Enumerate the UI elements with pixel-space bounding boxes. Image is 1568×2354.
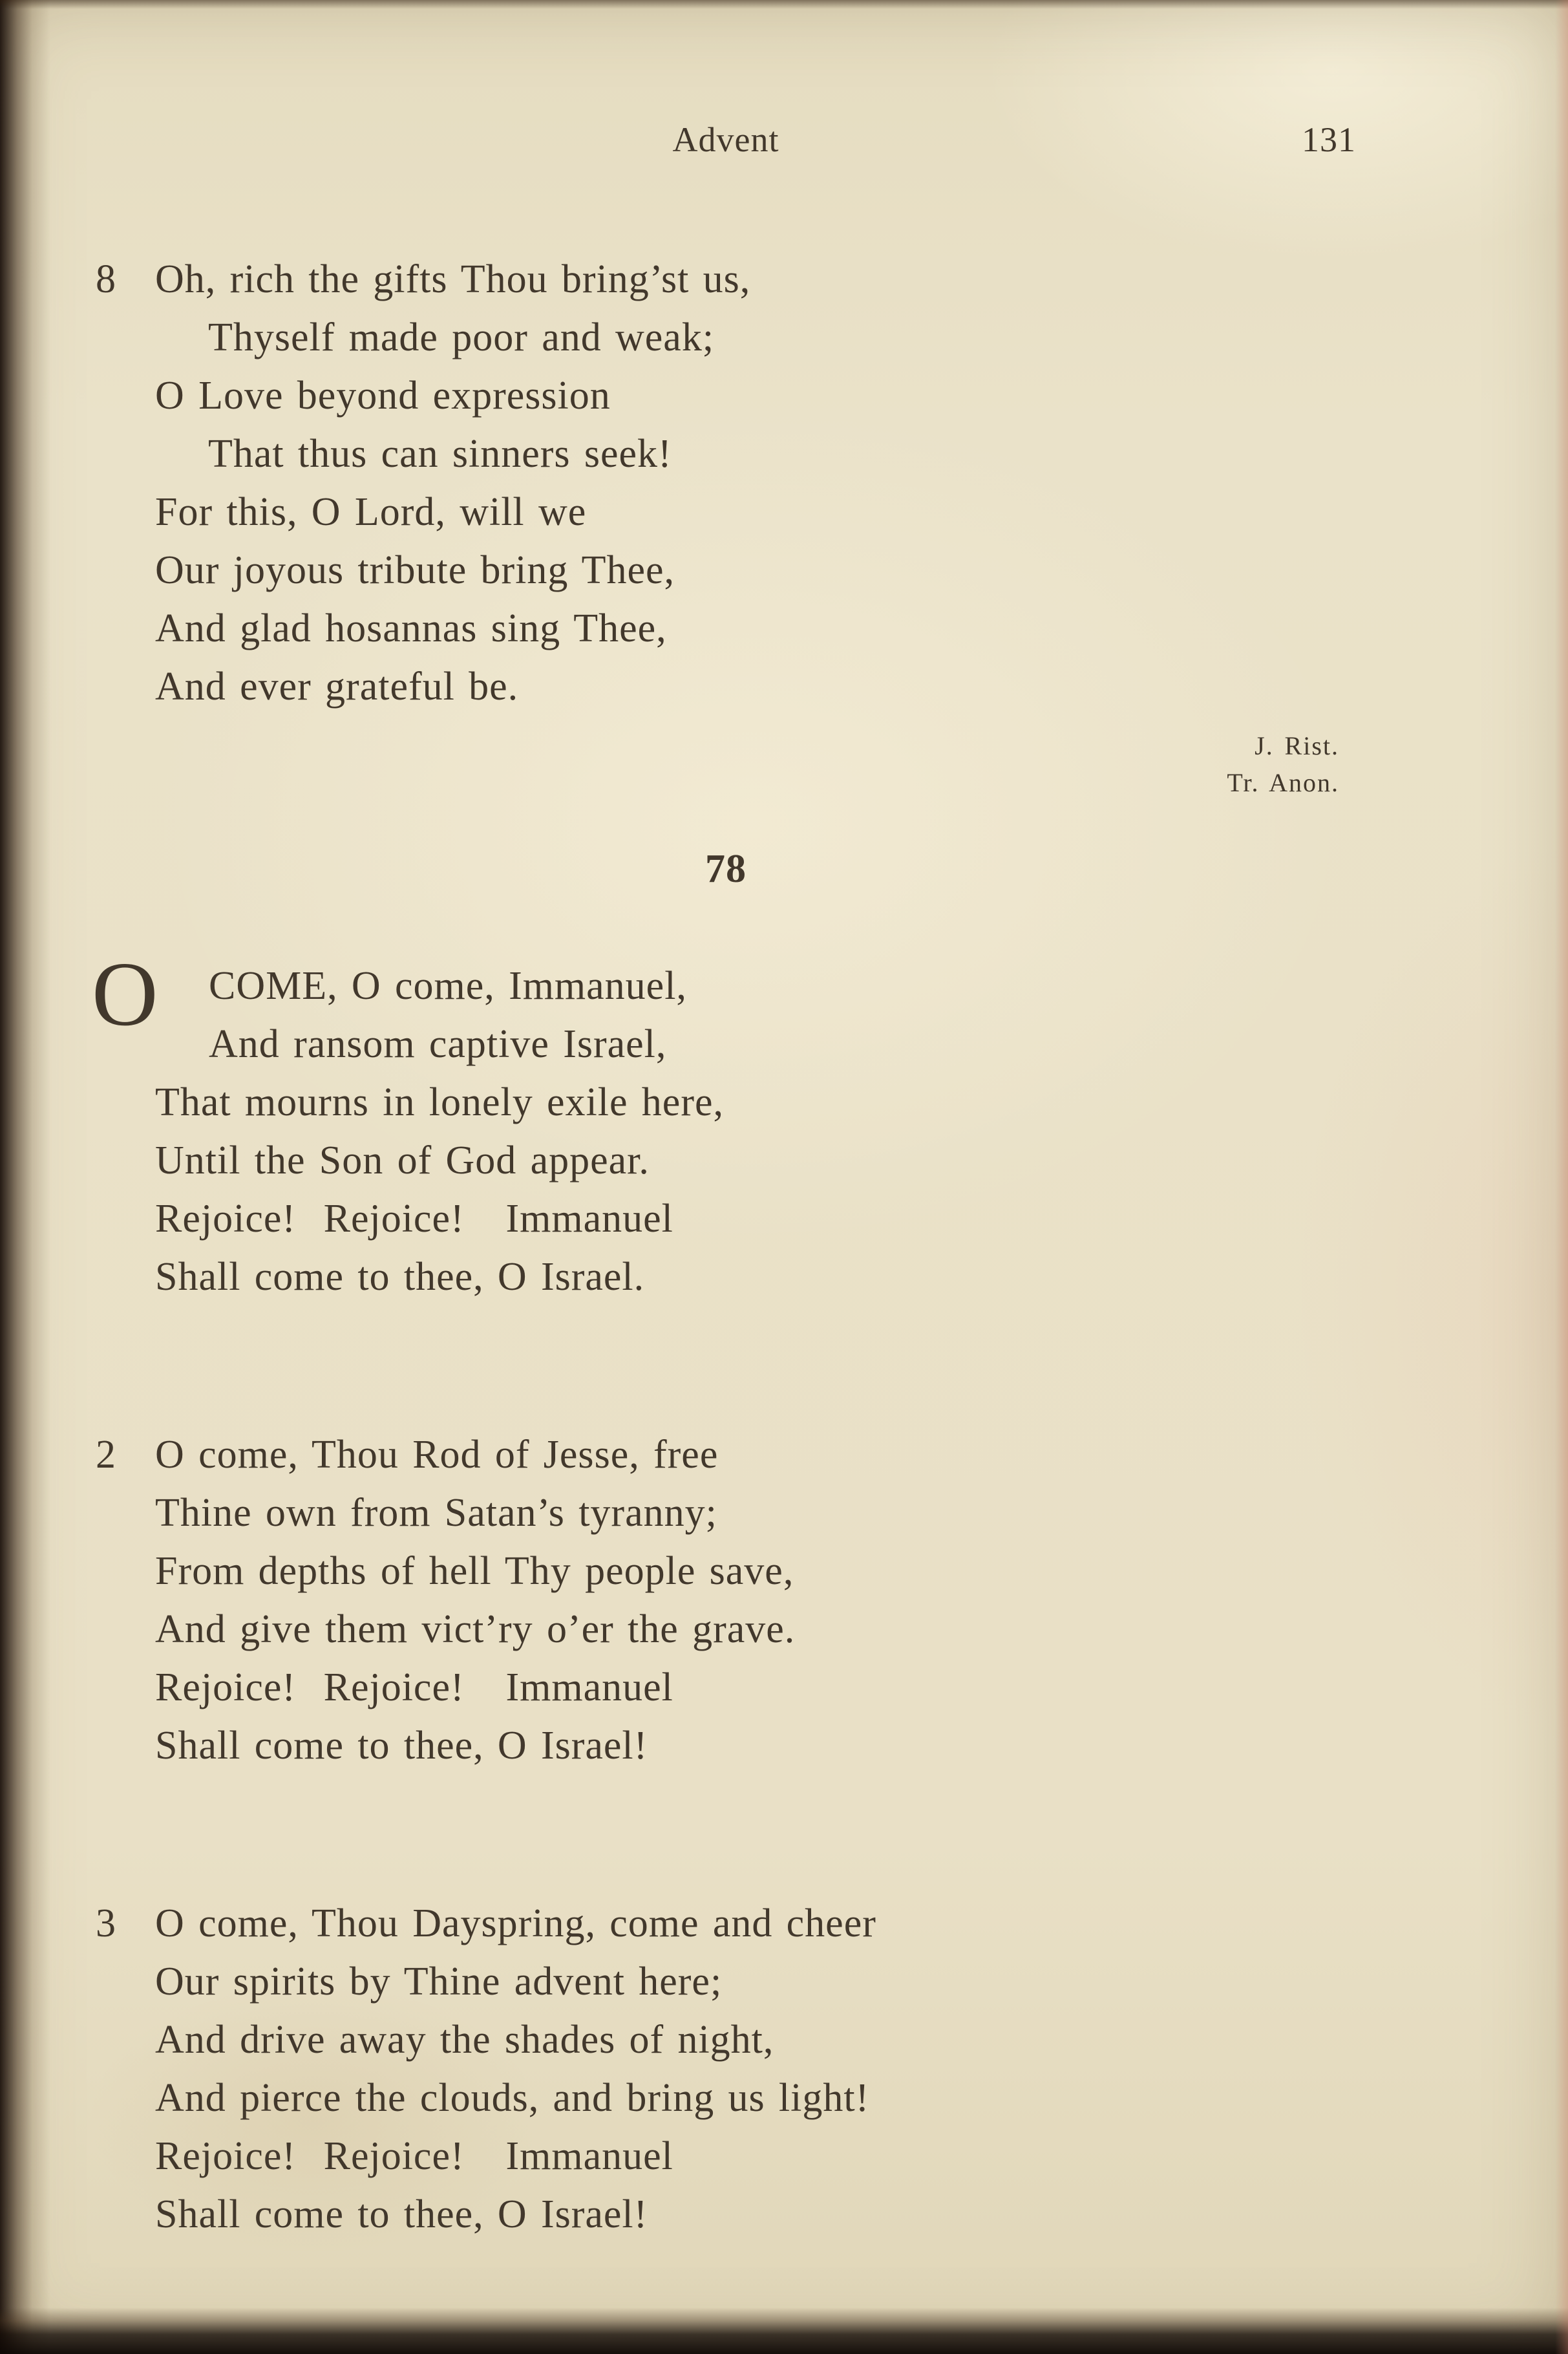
verse-line: Until the Son of God appear. [155,1139,650,1182]
verse-line: Our joyous tribute bring Thee, [155,548,675,592]
verse-line: O come, Thou Dayspring, come and cheer [155,1901,876,1945]
verse-number: 3 [96,1901,116,1945]
verse-number: 8 [96,257,116,301]
verse-line: And ever grateful be. [155,665,519,709]
verse-lines [96,957,1356,1306]
verse-line: Oh, rich the gifts Thou bring’st us, [155,257,751,301]
page-edge-right [1555,0,1568,2354]
verse-line: That mourns in lonely exile here, [155,1080,724,1124]
verse-line: And give them vict’ry o’er the grave. [155,1607,796,1651]
verse-line: Shall come to thee, O Israel! [155,1724,648,1768]
verse-line: Shall come to thee, O Israel! [155,2192,648,2236]
verse-line: Shall come to thee, O Israel. [155,1255,645,1299]
page-edge-bottom [0,2307,1568,2354]
hymn-verse-1 [92,943,1356,1306]
verse-line: Thyself made poor and weak; [208,316,715,359]
verse-line: And glad hosannas sing Thee, [155,606,667,650]
verse-line: COME, O come, Immanuel, [209,964,687,1008]
verse-line: Rejoice! Rejoice! Immanuel [155,1665,673,1709]
attribution-author: J. Rist. [1255,731,1339,760]
attribution [96,727,1356,801]
verse-line: From depths of hell Thy people save, [155,1549,794,1593]
verse-line: Rejoice! Rejoice! Immanuel [155,1197,673,1241]
verse-lines [155,1894,1356,2243]
page-number: 131 [1302,120,1356,159]
attribution-translator: Tr. Anon. [1227,768,1339,797]
verse-lines [155,1426,1356,1775]
running-header-title: Advent [672,120,779,159]
hymn-verse-2 [96,1426,1356,1775]
verse-line: For this, O Lord, will we [155,490,587,534]
verse-line: O Love beyond expression [155,374,611,418]
verse-line: Thine own from Satan’s tyranny; [155,1491,717,1535]
hymn-verse-3 [96,1894,1356,2243]
verse-lines [155,250,1356,716]
running-header [96,120,1356,160]
hymn-number: 78 [705,847,747,891]
verse-line: And drive away the shades of night, [155,2018,774,2062]
verse-line: That thus can sinners seek! [208,432,672,476]
verse-line: And pierce the clouds, and bring us light! [155,2076,870,2120]
drop-cap: O [92,943,158,1045]
previous-hymn-verse-8 [96,250,1356,716]
verse-line: And ransom captive Israel, [209,1022,667,1066]
verse-line: O come, Thou Rod of Jesse, free [155,1433,719,1477]
verse-number: 2 [96,1433,116,1477]
verse-line: Rejoice! Rejoice! Immanuel [155,2134,673,2178]
verse-line: Our spirits by Thine advent here; [155,1960,723,2004]
